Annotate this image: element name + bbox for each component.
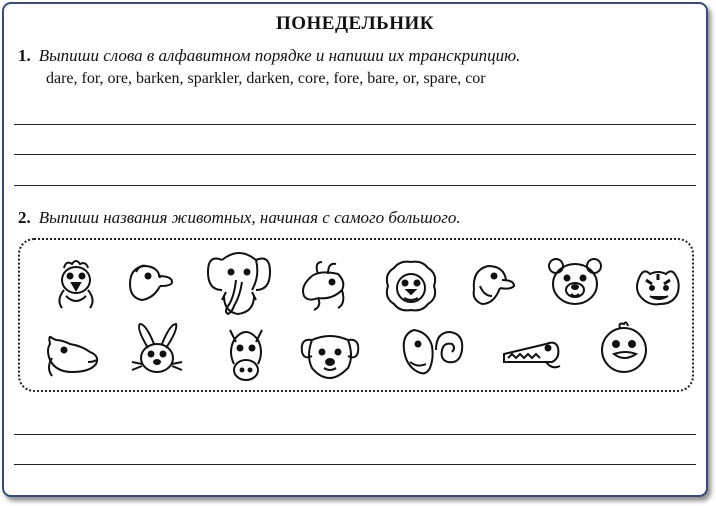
- answer-line-5[interactable]: [14, 464, 696, 465]
- task-1-instruction: [18, 46, 520, 66]
- chick-icon: [50, 256, 102, 312]
- duckling-icon: [596, 320, 654, 378]
- crocodile-icon: [500, 334, 564, 374]
- answer-line-2[interactable]: [14, 154, 696, 155]
- ram-icon: [396, 320, 468, 382]
- horse-icon: [220, 320, 272, 382]
- answer-line-4[interactable]: [14, 434, 696, 435]
- animal-pictures-box: [18, 238, 694, 392]
- goat-icon: [298, 260, 352, 312]
- answer-line-3[interactable]: [14, 185, 696, 186]
- page-title: ПОНЕДЕЛЬНИК: [275, 13, 435, 34]
- task-1-number: 1.: [18, 46, 31, 65]
- rabbit-icon: [130, 320, 184, 380]
- task-2-text: Выпиши названия животных, начиная с самого большого.: [38, 208, 461, 227]
- task-1-word-list: dare, for, ore, barken, sparkler, darken, core, fore, bare, or, spare, cor: [46, 70, 486, 87]
- lion-icon: [382, 258, 440, 314]
- answer-line-1[interactable]: [14, 124, 696, 125]
- dog-icon: [298, 332, 362, 380]
- camel-icon: [42, 332, 102, 378]
- task-2-instruction: [18, 208, 461, 228]
- elephant-icon: [204, 246, 274, 318]
- penguin-icon: [466, 260, 518, 310]
- worksheet-frame: [2, 2, 708, 497]
- task-2-number: 2.: [18, 208, 31, 227]
- tiger-icon: [632, 266, 684, 308]
- goose-icon: [124, 258, 176, 308]
- bear-icon: [544, 254, 606, 312]
- task-1-text: Выпиши слова в алфавитном порядке и напиши их транскрипцию.: [38, 46, 521, 65]
